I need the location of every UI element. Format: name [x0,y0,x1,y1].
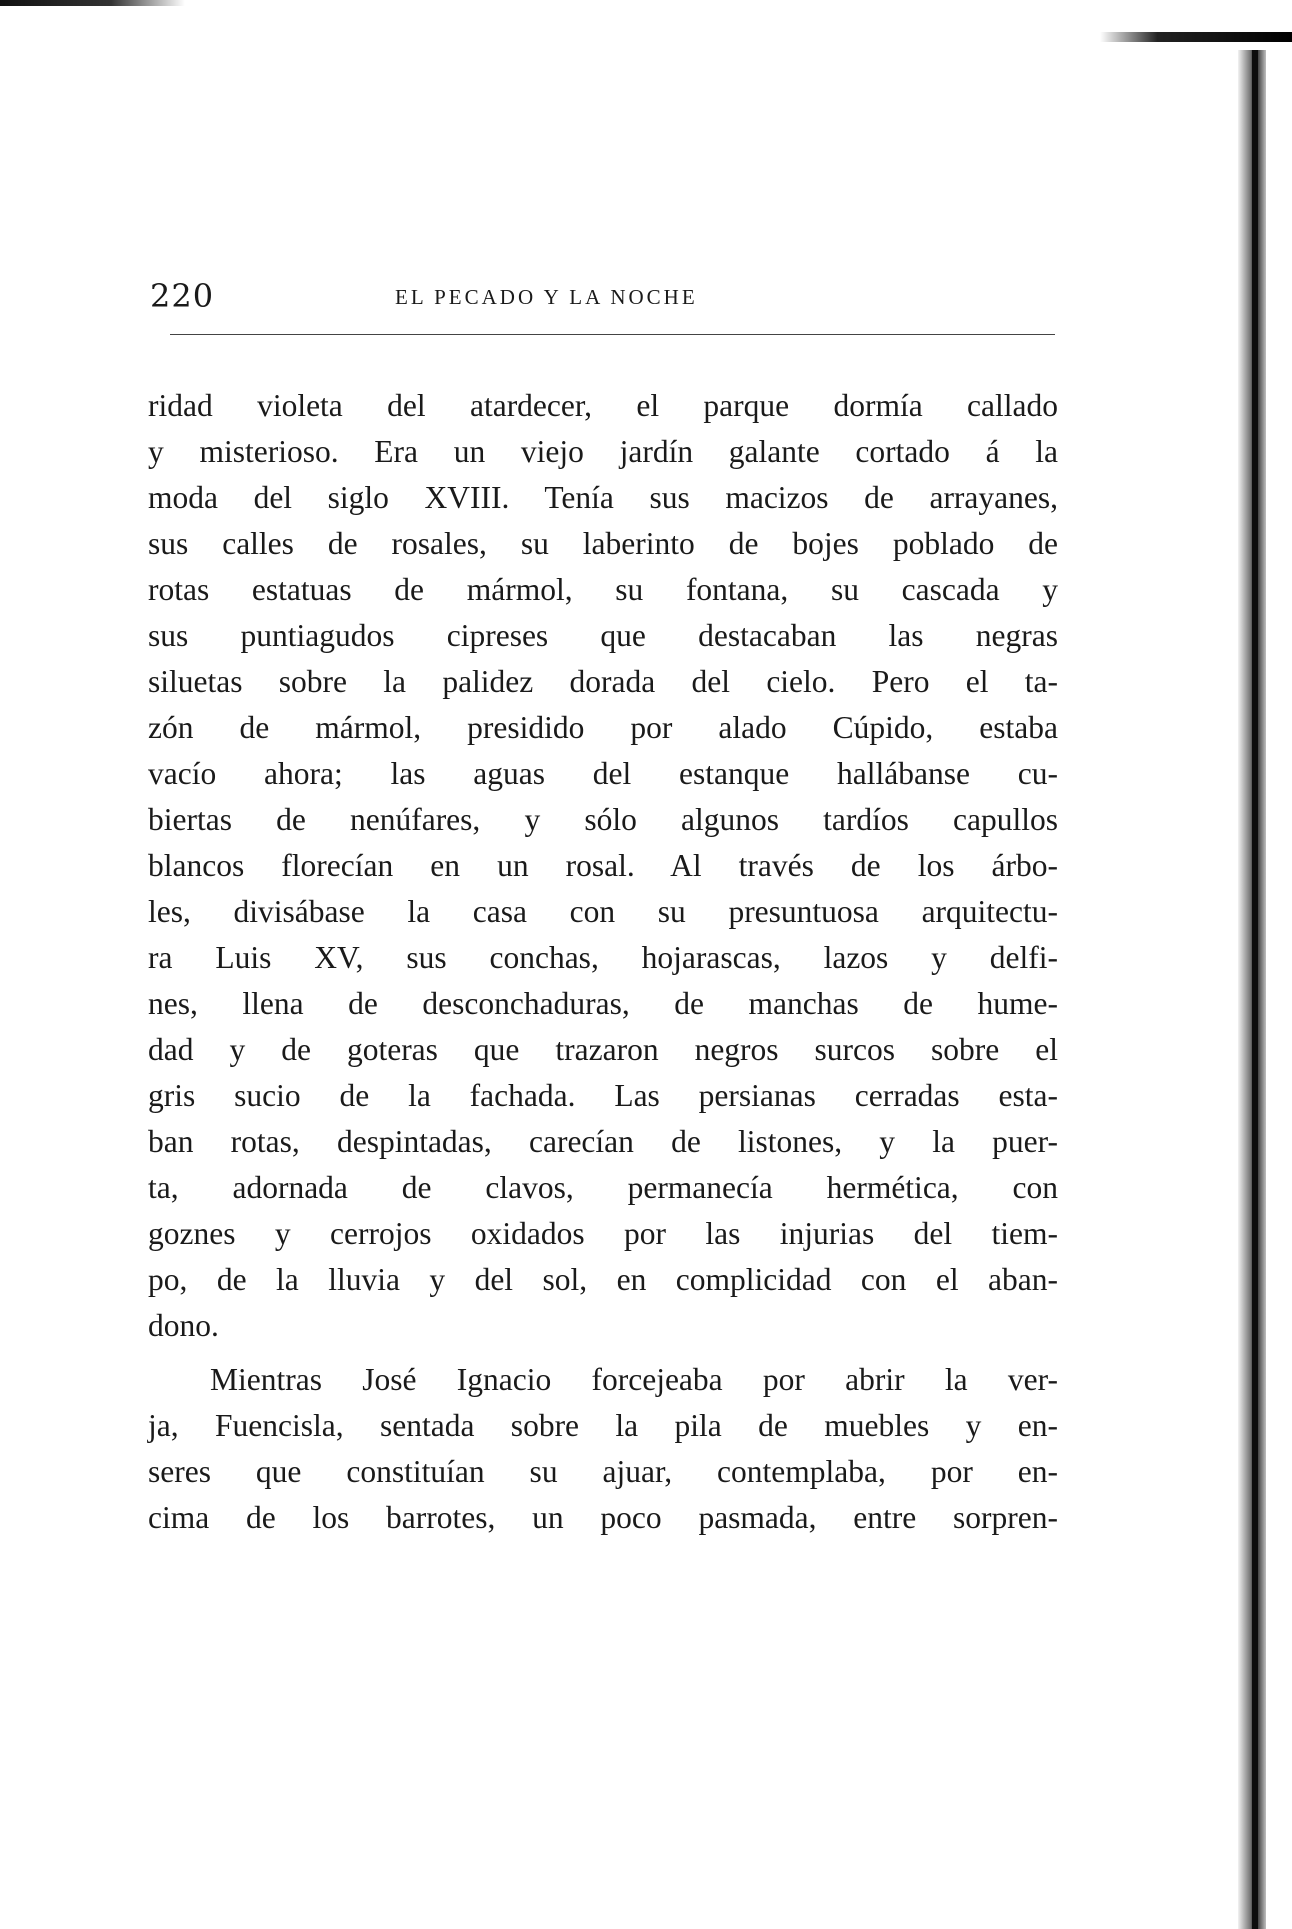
text-line: cima de los barrotes, un poco pasmada, entre sorpren- [148,1500,1058,1535]
text-line: nes, llena de desconchaduras, de manchas de hume- [148,986,1058,1021]
running-title: EL PECADO Y LA NOCHE [395,285,698,309]
text-line: gris sucio de la fachada. Las persianas cerradas esta- [148,1078,1058,1113]
text-line: siluetas sobre la palidez dorada del cielo. Pero el ta- [148,664,1058,699]
text-line: dad y de goteras que trazaron negros surcos sobre el [148,1032,1058,1067]
text-line: blancos florecían en un rosal. Al través de los árbo- [148,848,1058,883]
scan-artifact-top-right [1100,32,1292,42]
page-header [150,277,1050,317]
text-line: vacío ahora; las aguas del estanque hallábanse cu- [148,756,1058,791]
text-line: zón de mármol, presidido por alado Cúpido, estaba [148,710,1058,745]
text-line: ridad violeta del atardecer, el parque dormía callado [148,388,1058,423]
text-line: ra Luis XV, sus conchas, hojarascas, lazos y delfi- [148,940,1058,975]
text-line: biertas de nenúfares, y sólo algunos tardíos capullos [148,802,1058,837]
scan-artifact-top-left [0,0,185,6]
text-line: po, de la lluvia y del sol, en complicidad con el aban- [148,1262,1058,1297]
page-number: 220 [150,277,215,315]
scan-binding-edge-line [1252,50,1258,1929]
text-line: sus puntiagudos cipreses que destacaban las negras [148,618,1058,653]
text-line: sus calles de rosales, su laberinto de bojes poblado de [148,526,1058,561]
text-line: dono. [148,1308,219,1343]
text-line: les, divisábase la casa con su presuntuosa arquitectu- [148,894,1058,929]
header-rule [170,334,1055,335]
text-line: seres que constituían su ajuar, contemplaba, por en- [148,1454,1058,1489]
text-line: Mientras José Ignacio forcejeaba por abrir la ver- [210,1362,1058,1397]
text-line: ja, Fuencisla, sentada sobre la pila de muebles y en- [148,1408,1058,1443]
text-line: goznes y cerrojos oxidados por las injurias del tiem- [148,1216,1058,1251]
text-line: rotas estatuas de mármol, su fontana, su cascada y [148,572,1058,607]
text-line: ban rotas, despintadas, carecían de listones, y la puer- [148,1124,1058,1159]
body-text [148,390,1058,1890]
text-line: ta, adornada de clavos, permanecía hermética, con [148,1170,1058,1205]
text-line: y misterioso. Era un viejo jardín galante cortado á la [148,434,1058,469]
text-line: moda del siglo XVIII. Tenía sus macizos de arrayanes, [148,480,1058,515]
